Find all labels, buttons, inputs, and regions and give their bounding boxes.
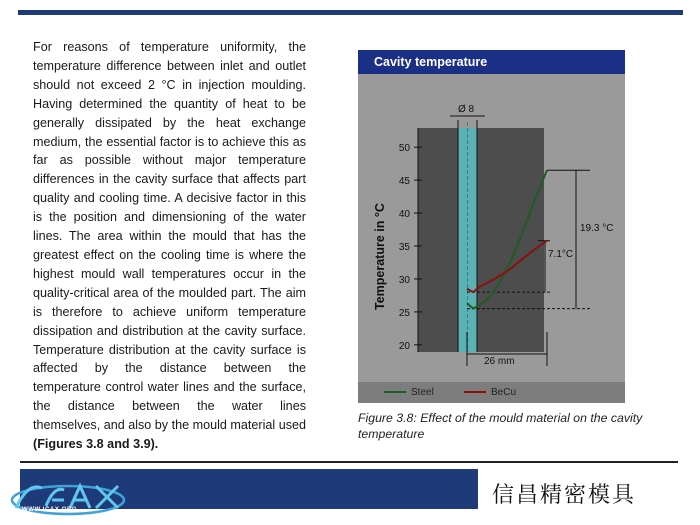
figure-legend: [358, 382, 625, 403]
y-tick-label: 50: [398, 143, 410, 155]
mould-body: [418, 128, 544, 352]
dim-becu-label: 7.1°C: [548, 249, 574, 260]
legend-swatch-steel: [384, 391, 406, 393]
figure-caption: Figure 3.8: Effect of the mould material on the cavity temperature: [358, 411, 643, 441]
diameter-label: Ø 8: [458, 104, 475, 115]
body-text: For reasons of temperature uniformity, the temperature difference between inlet and outlet should not exceed 2 °C in injection moulding. Having determined the quantity of heat to be generally dissipated by the heat exchange medium, the essential factor is to achieve this as far as possible without major temperature differences in the cavity surface that affects part quality and cooling time. A decisive factor in this is the position and dimensioning of the water lines. The area within the mould that has the greatest effect on the cooling time is where the highest mould wall temperatures occur in the quality-critical area of the moulded part. The aim is therefore to achieve uniform temperature dissipation and distribution at the cavity surface. Temperature distribution at the cavity surface is affected by the distance between the temperature control water lines and the surface, the distance between the water lines themselves, and also by the mould material used: [33, 40, 307, 433]
temperature-chart: [358, 74, 625, 382]
y-tick-label: 35: [398, 242, 410, 253]
top-rule: [18, 10, 683, 15]
y-tick-label: 30: [398, 274, 410, 286]
y-tick-label: 25: [398, 307, 410, 319]
company-name: 信昌精密模具: [492, 483, 637, 508]
y-tick-label: 20: [398, 340, 410, 352]
body-paragraph: [33, 38, 306, 454]
dim-steel-label: 19.3 °C: [580, 223, 614, 234]
y-tick-label: 40: [398, 209, 410, 221]
logo-url: WWW.ICAX.ORG: [22, 507, 78, 513]
legend-label-becu: BeCu: [491, 387, 517, 398]
legend-item-becu: [464, 382, 516, 403]
dim-distance-label: 26 mm: [484, 356, 515, 367]
y-axis-label: Temperature in °C: [373, 203, 387, 310]
legend-item-steel: [384, 382, 434, 403]
figure-header: Cavity temperature: [358, 50, 625, 74]
legend-label-steel: Steel: [411, 387, 434, 398]
y-tick-label: 45: [398, 176, 410, 188]
figure-panel: [358, 50, 625, 403]
legend-swatch-becu: [464, 391, 486, 393]
footer-rule: [20, 461, 678, 463]
icax-logo: [8, 478, 128, 520]
figure-reference: (Figures 3.8 and 3.9).: [33, 437, 159, 452]
